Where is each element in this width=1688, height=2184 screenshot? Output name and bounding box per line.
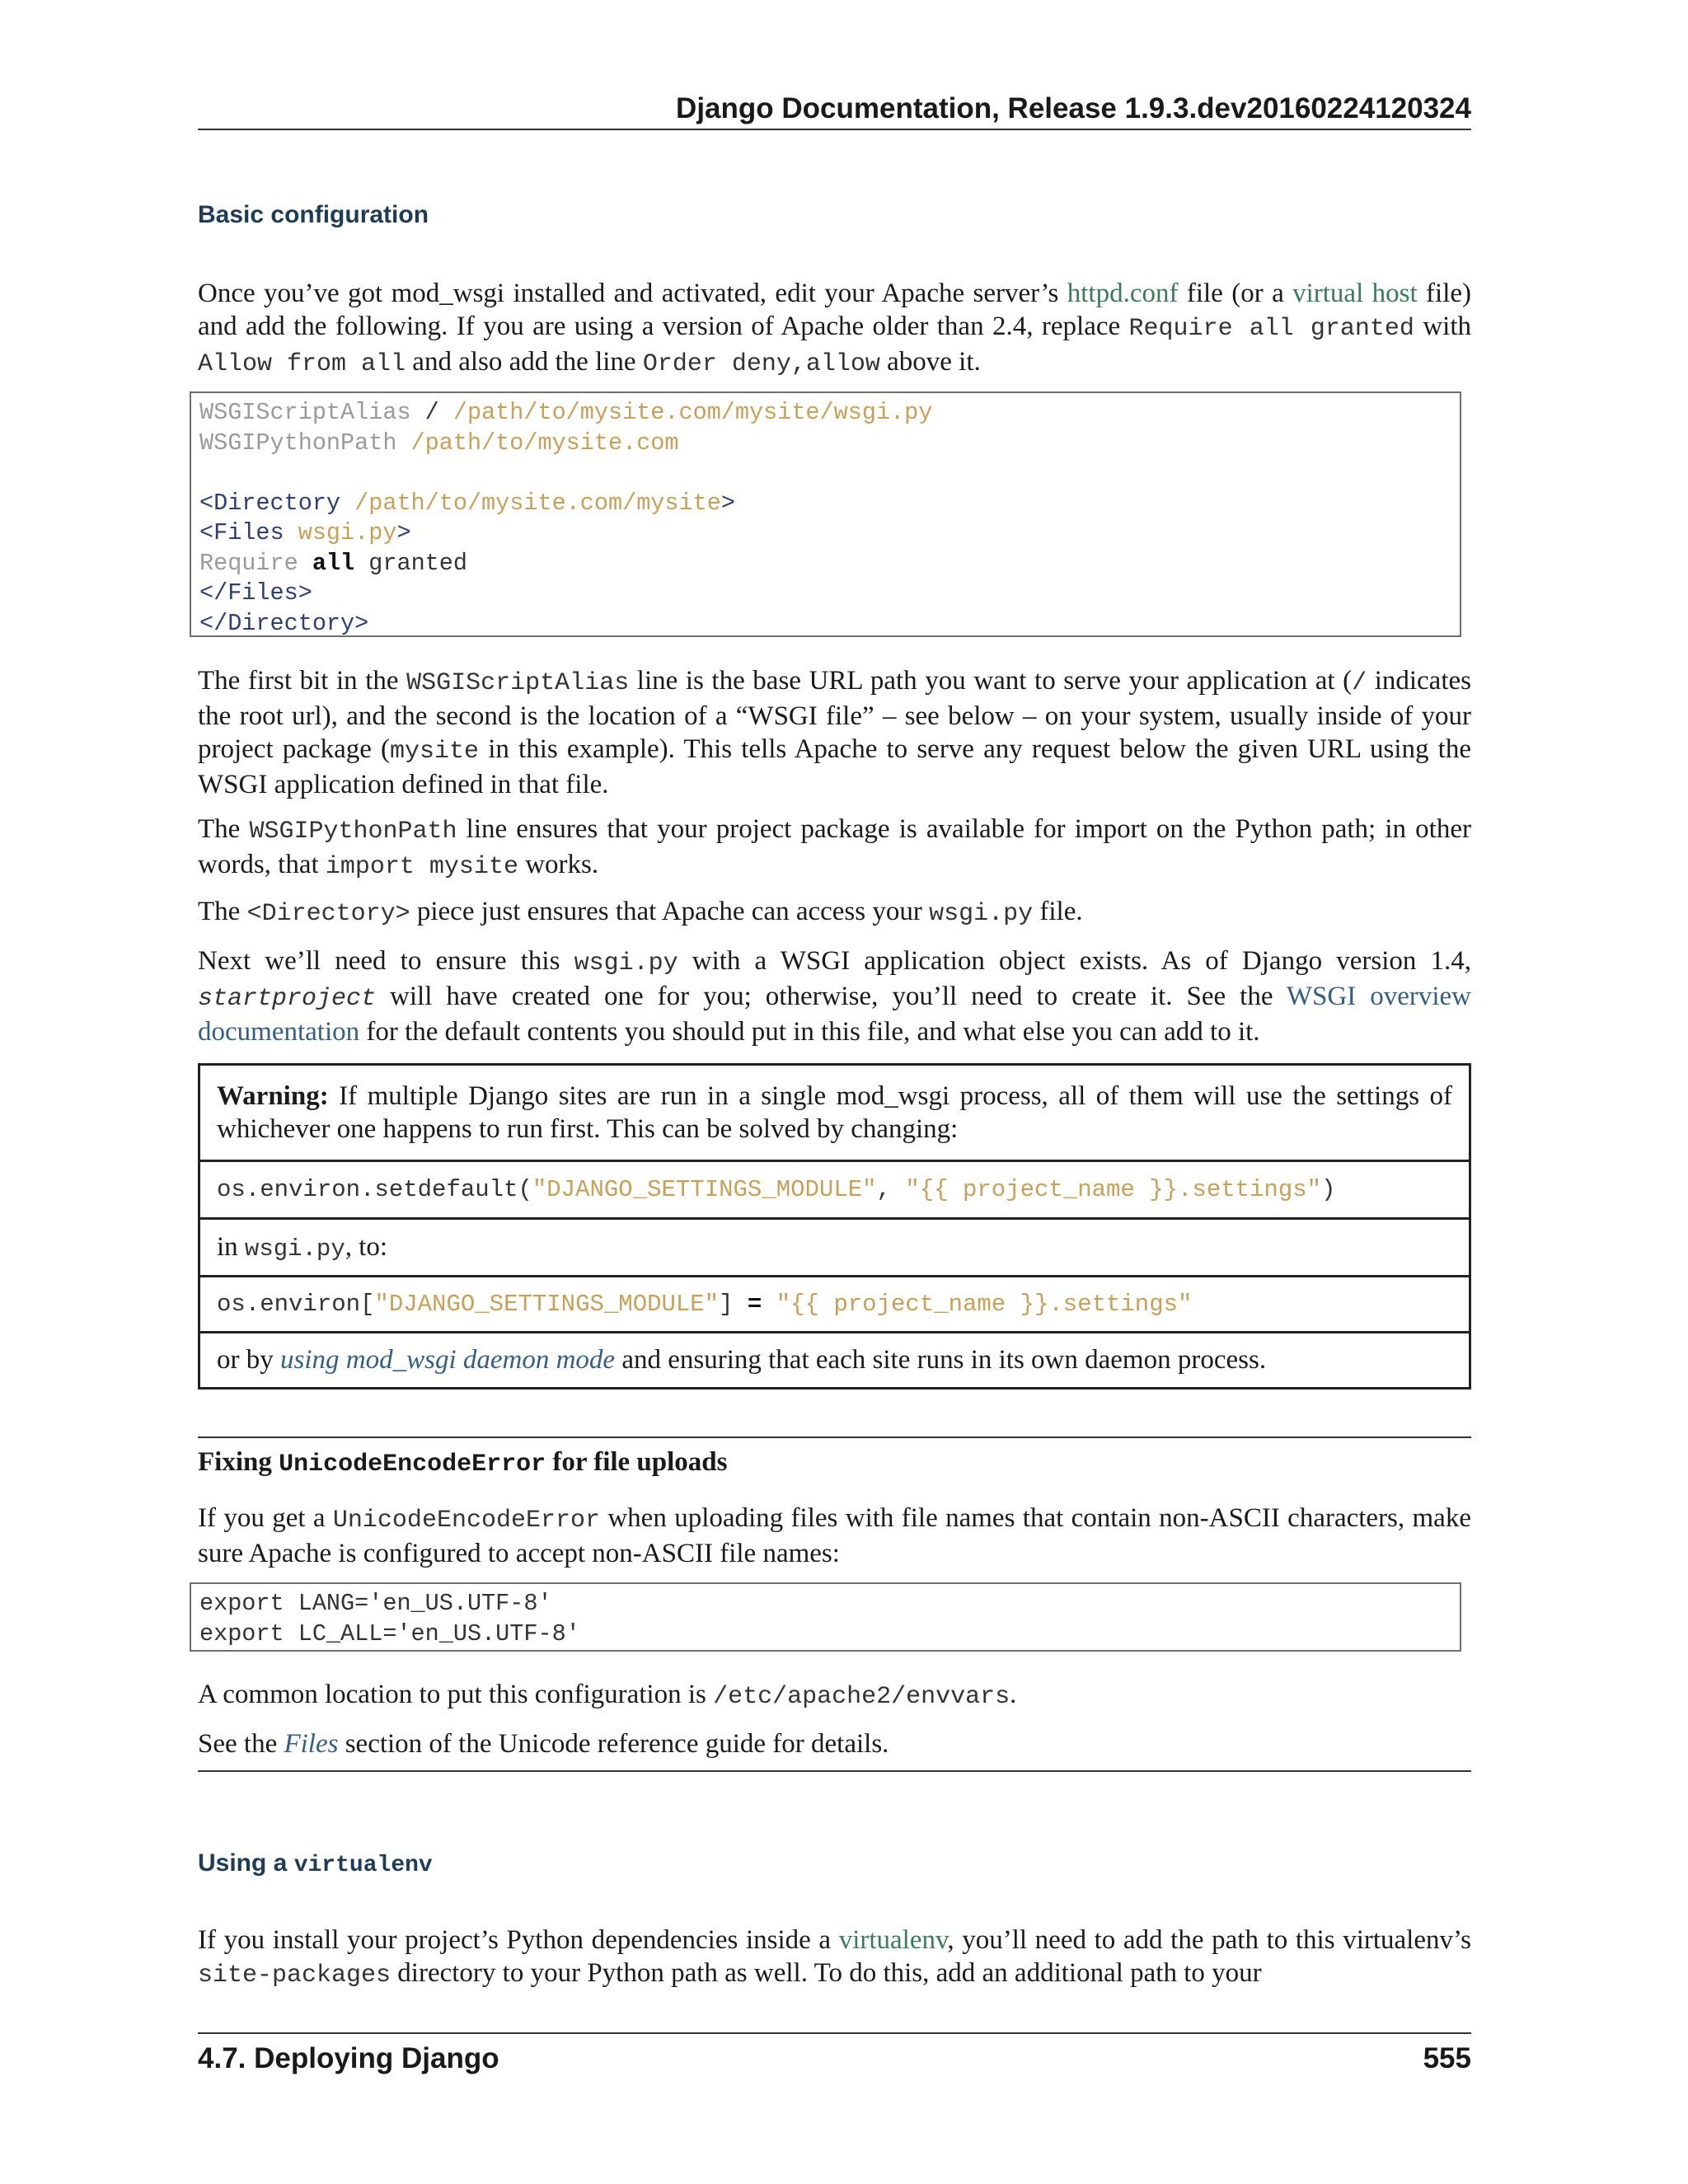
code-token: all bbox=[312, 549, 355, 577]
inline-code: UnicodeEncodeError bbox=[279, 1451, 546, 1479]
code-token: /path/to/mysite.com/mysite/wsgi.py bbox=[452, 399, 933, 426]
code-token: <Directory bbox=[199, 489, 341, 517]
code-token: > bbox=[720, 489, 735, 517]
text: piece just ensures that Apache can access your bbox=[410, 897, 930, 926]
sidebar-title bbox=[198, 1447, 728, 1479]
code-token: WSGIPythonPath bbox=[199, 429, 397, 457]
httpd-conf-link[interactable]: httpd.conf bbox=[1067, 279, 1179, 308]
inline-code: wsgi.py bbox=[574, 949, 678, 977]
text: for the default contents you should put in this file, and what else you can add to it. bbox=[359, 1017, 1260, 1047]
text: A common location to put this configuration is bbox=[198, 1680, 714, 1709]
code-token: os.environ.setdefault( bbox=[217, 1176, 532, 1203]
code-token: granted bbox=[354, 549, 467, 577]
inline-code: Require all granted bbox=[1128, 315, 1414, 343]
code-token: /path/to/mysite.com bbox=[396, 429, 679, 457]
paragraph-directory bbox=[198, 895, 1471, 930]
code-token: <Files bbox=[199, 519, 284, 546]
text: in this example). This tells Apache to serve any request below the given URL using the WSGI application defined in that file. bbox=[198, 734, 1472, 799]
text: in bbox=[217, 1232, 245, 1262]
text: See the bbox=[198, 1729, 284, 1759]
inline-code: site-packages bbox=[198, 1961, 392, 1990]
code-token: "DJANGO_SETTINGS_MODULE" bbox=[532, 1176, 877, 1203]
startproject-link[interactable]: startproject bbox=[198, 985, 377, 1013]
warning-admonition bbox=[198, 1063, 1471, 1390]
code-line bbox=[199, 429, 1451, 459]
code-token: WSGIScriptAlias bbox=[199, 399, 411, 426]
warning-text-row bbox=[200, 1066, 1469, 1160]
code-line bbox=[199, 518, 1451, 549]
virtualenv-link[interactable]: virtualenv bbox=[838, 1925, 948, 1955]
text: and also add the line bbox=[406, 347, 643, 377]
text: The first bit in the bbox=[198, 666, 407, 696]
inline-code: WSGIScriptAlias bbox=[406, 669, 630, 697]
text: . bbox=[1010, 1680, 1017, 1709]
text: or by bbox=[217, 1345, 280, 1375]
code-line: export LANG='en_US.UTF-8' bbox=[199, 1590, 552, 1617]
warning-text-row bbox=[200, 1331, 1469, 1387]
code-token: /path/to/mysite.com/mysite bbox=[340, 489, 721, 517]
text: If you get a bbox=[198, 1503, 333, 1533]
files-link[interactable]: Files bbox=[284, 1729, 339, 1759]
code-token: = bbox=[747, 1291, 762, 1318]
inline-code: Allow from all bbox=[198, 350, 406, 378]
inline-code: virtualenv bbox=[293, 1853, 433, 1878]
text: for file uploads bbox=[546, 1447, 728, 1477]
paragraph-virtualenv bbox=[198, 1924, 1471, 1992]
paragraph-wsgiscriptalias bbox=[198, 664, 1471, 801]
inline-code: import mysite bbox=[325, 853, 518, 881]
footer-section-title: 4.7. Deploying Django bbox=[198, 2042, 499, 2074]
locale-code-block bbox=[190, 1582, 1461, 1652]
code-line: export LC_ALL='en_US.UTF-8' bbox=[199, 1619, 580, 1647]
text: above it. bbox=[879, 347, 981, 377]
text: directory to your Python path as well. To do this, add an additional path to your bbox=[391, 1958, 1262, 1988]
text: line is the base URL path you want to serve your application at ( bbox=[629, 666, 1353, 696]
text: with bbox=[1414, 312, 1471, 341]
text: file (or a bbox=[1178, 279, 1293, 308]
paragraph-files-ref bbox=[198, 1727, 1471, 1760]
text: with a WSGI application object exists. As of Django version 1.4, bbox=[678, 946, 1472, 976]
code-token: "{{ project_name }}.settings" bbox=[762, 1291, 1193, 1318]
code-line: </Files> bbox=[199, 579, 312, 607]
code-token: wsgi.py bbox=[284, 519, 397, 546]
inline-code: Order deny,allow bbox=[642, 350, 880, 378]
inline-code: wsgi.py bbox=[244, 1235, 345, 1263]
paragraph-wsgi-file bbox=[198, 944, 1471, 1048]
footer-rule bbox=[198, 2032, 1471, 2034]
text: Next we’ll need to ensure this bbox=[198, 946, 574, 976]
heading-basic-configuration: Basic configuration bbox=[198, 201, 429, 228]
inline-code: /etc/apache2/envvars bbox=[713, 1683, 1010, 1711]
code-token: ] bbox=[719, 1291, 748, 1318]
inline-code: mysite bbox=[390, 738, 480, 766]
text: when uploading files with file names that contain non-ASCII characters, make sure Apache is configured to accept non-ASCII file names: bbox=[198, 1503, 1471, 1568]
sidebar-bottom-rule bbox=[198, 1770, 1471, 1772]
warning-code-row bbox=[200, 1160, 1469, 1217]
paragraph-wsgipythonpath bbox=[198, 813, 1471, 883]
warning-label: Warning: bbox=[217, 1081, 329, 1111]
text: Using a bbox=[198, 1849, 294, 1877]
text: will have created one for you; otherwise, you’ll need to create it. See the bbox=[376, 982, 1287, 1011]
text: works. bbox=[518, 850, 599, 879]
header-rule bbox=[198, 129, 1471, 130]
inline-code: WSGIPythonPath bbox=[249, 818, 457, 846]
code-token: , bbox=[876, 1176, 906, 1203]
heading-using-virtualenv bbox=[198, 1849, 433, 1878]
text: If multiple Django sites are run in a single mod_wsgi process, all of them will use the settings of whichever one happens to run first. This can be solved by changing: bbox=[217, 1081, 1452, 1144]
code-token: Require bbox=[199, 549, 298, 577]
text: , to: bbox=[345, 1232, 388, 1262]
text: section of the Unicode reference guide for details. bbox=[338, 1729, 889, 1759]
text: line ensures that your project package is available for import on the Python path; in other words, that bbox=[198, 814, 1471, 879]
paragraph-envvars bbox=[198, 1678, 1471, 1713]
warning-text-row bbox=[200, 1217, 1469, 1275]
warning-code-row bbox=[200, 1275, 1469, 1331]
footer-page-number: 555 bbox=[1423, 2042, 1471, 2074]
wsgi-overview-link[interactable]: WSGI overview documentation bbox=[198, 982, 1472, 1047]
code-token: > bbox=[396, 519, 411, 546]
code-line bbox=[199, 398, 1451, 429]
paragraph-unicode bbox=[198, 1502, 1471, 1570]
text: file. bbox=[1033, 897, 1083, 926]
text: If you install your project’s Python dependencies inside a bbox=[198, 1925, 839, 1955]
code-line: </Directory> bbox=[199, 609, 369, 637]
inline-code: UnicodeEncodeError bbox=[332, 1507, 600, 1535]
code-token: "{{ project_name }}.settings" bbox=[905, 1176, 1322, 1203]
code-token: / bbox=[410, 399, 453, 426]
text: Once you’ve got mod_wsgi installed and activated, edit your Apache server’s bbox=[198, 279, 1067, 308]
inline-code: <Directory> bbox=[246, 900, 410, 928]
text: The bbox=[198, 897, 247, 926]
apache-config-code-block bbox=[190, 391, 1461, 637]
text: file) and add the following. If you are using a version of Apache older than 2.4, replace bbox=[198, 279, 1472, 341]
code-token: "DJANGO_SETTINGS_MODULE" bbox=[374, 1291, 720, 1318]
code-line bbox=[199, 549, 1451, 579]
code-token: os.environ[ bbox=[217, 1291, 375, 1318]
running-header: Django Documentation, Release 1.9.3.dev20160224120324 bbox=[676, 92, 1471, 124]
text: Fixing bbox=[198, 1447, 279, 1477]
code-line bbox=[199, 489, 1451, 519]
code-token: ) bbox=[1321, 1176, 1336, 1203]
virtual-host-link[interactable]: virtual host bbox=[1292, 279, 1418, 308]
text: indicates the root url), and the second is the location of a “WSGI file” – see below – on your system, usually inside of your project package ( bbox=[198, 666, 1471, 764]
sidebar-top-rule bbox=[198, 1436, 1471, 1438]
daemon-mode-link[interactable]: using mod_wsgi daemon mode bbox=[280, 1345, 616, 1375]
inline-code: / bbox=[1352, 669, 1367, 697]
text: The bbox=[198, 814, 250, 844]
text: , you’ll need to add the path to this virtualenv’s bbox=[947, 1925, 1471, 1955]
text: and ensuring that each site runs in its own daemon process. bbox=[615, 1345, 1267, 1375]
paragraph-intro bbox=[198, 277, 1471, 381]
inline-code: wsgi.py bbox=[929, 900, 1034, 928]
code-line-blank bbox=[199, 458, 1451, 489]
